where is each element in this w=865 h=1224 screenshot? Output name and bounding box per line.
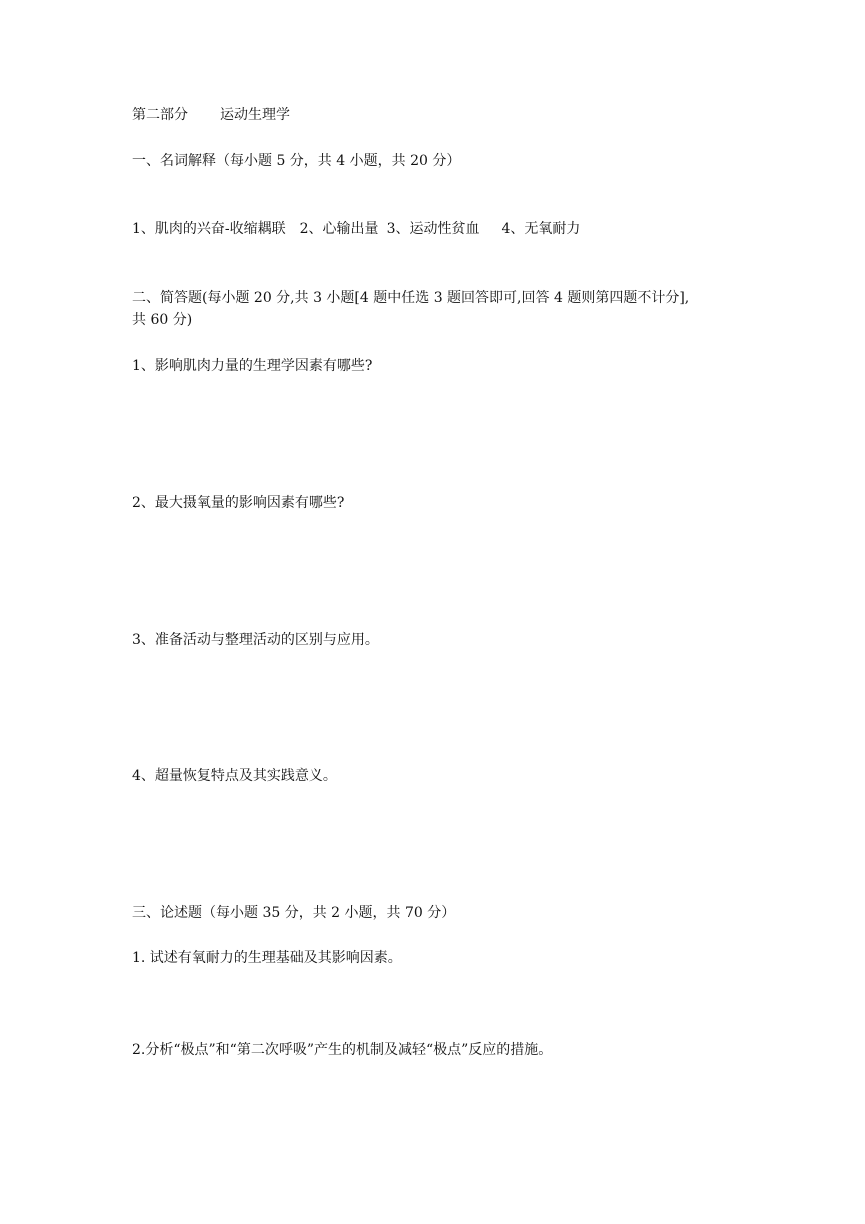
term-item: 4、无氧耐力 bbox=[501, 221, 581, 237]
section3-question: 2.分析“极点”和“第二次呼吸”产生的机制及减轻“极点”反应的措施。 bbox=[132, 1042, 553, 1058]
section3-heading: 三、论述题（每小题 35 分，共 2 小题，共 70 分） bbox=[132, 905, 456, 921]
section2-question: 1、影响肌肉力量的生理学因素有哪些? bbox=[132, 358, 373, 374]
section1-heading: 一、名词解释（每小题 5 分，共 4 小题，共 20 分） bbox=[132, 153, 461, 169]
section2-question: 3、准备活动与整理活动的区别与应用。 bbox=[132, 632, 379, 648]
section2-question: 4、超量恢复特点及其实践意义。 bbox=[132, 768, 337, 784]
term-item: 1、肌肉的兴奋-收缩耦联 bbox=[132, 221, 286, 237]
term-item: 2、心输出量 bbox=[299, 221, 379, 237]
section1-terms bbox=[132, 219, 580, 240]
section2-heading-line2: 共 60 分) bbox=[132, 312, 193, 328]
section2-question: 2、最大摄氧量的影响因素有哪些? bbox=[132, 495, 345, 511]
section3-question: 1. 试述有氧耐力的生理基础及其影响因素。 bbox=[132, 950, 402, 966]
part-title: 运动生理学 bbox=[220, 107, 290, 123]
section2-heading-line1: 二、简答题(每小题 20 分,共 3 小题[4 题中任选 3 题回答即可,回答 4 题则第四题不计分], bbox=[132, 290, 690, 306]
part-label: 第二部分 bbox=[132, 107, 188, 123]
part-header bbox=[132, 105, 290, 126]
term-item: 3、运动性贫血 bbox=[386, 221, 480, 237]
